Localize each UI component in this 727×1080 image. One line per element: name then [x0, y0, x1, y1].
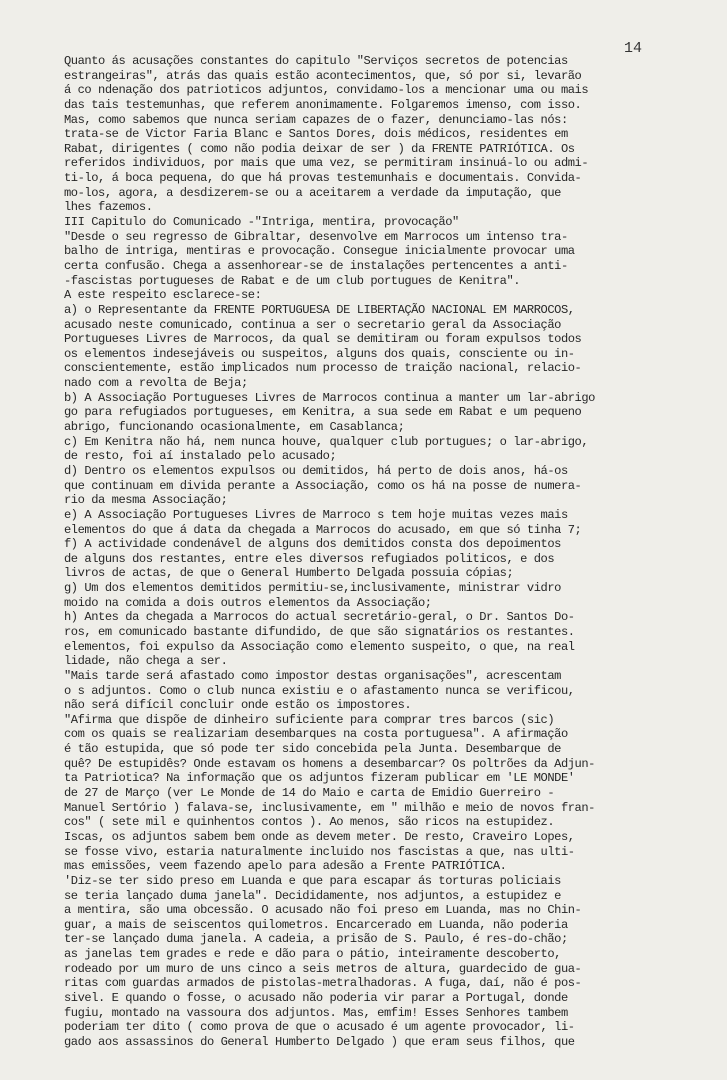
text-line: Iscas, os adjuntos sabem bem onde as devem meter. De resto, Craveiro Lopes,	[64, 829, 575, 844]
text-line: a) o Representante da FRENTE PORTUGUESA DE LIBERTAÇÃO NACIONAL EM MARROCOS,	[64, 302, 575, 317]
text-line: Quanto ás acusações constantes do capitulo "Serviços secretos de potencias	[64, 54, 568, 68]
text-line: d) Dentro os elementos expulsos ou demitidos, há perto de dois anos, há-os	[64, 463, 568, 478]
text-line: referidos individuos, por mais que uma vez, se permitiram insinuá-lo ou admi-	[64, 156, 589, 171]
text-line: fugiu, montado na vassoura dos adjuntos. Mas, emfim! Esses Senhores tambem	[64, 1005, 568, 1020]
text-line: Portugueses Livres de Marrocos, da qual se demitiram ou foram expulsos todos	[64, 332, 582, 347]
text-line: -fascistas portugueses de Rabat e de um club portugues de Kenitra".	[64, 273, 521, 288]
text-line: é tão estupida, que só pode ter sido concebida pela Junta. Desembarque de	[64, 742, 561, 757]
text-line: cos" ( sete mil e quinhentos contos ). Ao menos, são ricos na estupidez.	[64, 815, 555, 830]
text-line: certa confusão. Chega a assenhorear-se de instalações pertencentes a anti-	[64, 258, 568, 273]
text-line: das tais testemunhas, que referem anonimamente. Folgaremos imenso, com isso.	[64, 97, 582, 112]
text-line: se fosse vivo, estaria naturalmente incluido nos fascistas a que, nas ulti-	[64, 844, 575, 859]
text-line: ritas com guardas armados de pistolas-metralhadoras. A fuga, daí, não é pos-	[64, 976, 582, 991]
text-line: á co ndenação dos patrioticos adjuntos, convidamo-los a mencionar uma ou mais	[64, 83, 589, 98]
text-line: mo-los, agora, a desdizerem-se ou a aceitarem a verdade da imputação, que	[64, 185, 561, 200]
text-line: de resto, foi aí instalado pelo acusado;	[64, 449, 337, 464]
text-line: g) Um dos elementos demitidos permitiu-se,inclusivamente, ministrar vidro	[64, 581, 561, 596]
text-line: ti-lo, á boca pequena, do que há provas testemunhais e documentais. Convida-	[64, 171, 582, 186]
text-line: as janelas tem grades e rede e dão para o pátio, inteiramente descoberto,	[64, 947, 561, 962]
text-line: nado com a revolta de Beja;	[64, 376, 248, 391]
text-line: poderiam ter dito ( como prova de que o acusado é um agente provocador, li-	[64, 1020, 575, 1035]
text-line: c) Em Kenitra não há, nem nunca houve, qualquer club portugues; o lar-abrigo,	[64, 434, 589, 449]
text-line: mas emissões, veem fazendo apelo para adesão a Frente PATRIÓTICA.	[64, 859, 507, 874]
text-line: conscientemente, estão implicados num processo de traição nacional, relacio-	[64, 361, 582, 376]
page-number: 14	[624, 40, 643, 57]
text-line: guar, a mais de seiscentos quilometros. Encarcerado em Luanda, não poderia	[64, 917, 568, 932]
text-line: trata-se de Victor Faria Blanc e Santos Dores, dois médicos, residentes em	[64, 127, 568, 142]
text-line: III Capitulo do Comunicado -"Intriga, mentira, provocação"	[64, 215, 459, 230]
text-line: Rabat, dirigentes ( como não podia deixar de ser ) da FRENTE PATRIÓTICA. Os	[64, 141, 575, 156]
text-line: gado aos assassinos do General Humberto Delgado ) que eram seus filhos, que	[64, 1034, 575, 1049]
text-line: "Desde o seu regresso de Gibraltar, desenvolve em Marrocos um intenso tra-	[64, 229, 568, 244]
text-line: acusado neste comunicado, continua a ser o secretario geral da Associação	[64, 317, 561, 332]
text-line: não será difícil concluir onde estão os impostores.	[64, 698, 412, 713]
text-line: ter-se lançado duma janela. A cadeia, a prisão de S. Paulo, é res-do-chão;	[64, 932, 568, 947]
text-line: livros de actas, de que o General Humberto Delgada possuia cópias;	[64, 566, 514, 581]
text-line: que continuam em divida perante a Associação, como os há na posse de numera-	[64, 478, 582, 493]
text-line: A este respeito esclarece-se:	[64, 288, 262, 303]
text-line: rio da mesma Associação;	[64, 493, 228, 508]
text-line: lidade, não chega a ser.	[64, 654, 228, 669]
text-line: de alguns dos restantes, entre eles diversos refugiados politicos, e dos	[64, 551, 555, 566]
text-line: balho de intriga, mentiras e provocação. Consegue inicialmente provocar uma	[64, 244, 575, 259]
text-line: e) A Associação Portugueses Livres de Marroco s tem hoje muitas vezes mais	[64, 507, 568, 522]
text-line: elementos do que á data da chegada a Marrocos do acusado, em que só tinha 7;	[64, 522, 582, 537]
text-line: quê? De estupidês? Onde estavam os homens a desembarcar? Os poltrões da Adjun-	[64, 756, 595, 771]
text-line: elementos, foi expulso da Associação como elemento suspeito, o que, na real	[64, 639, 575, 654]
text-line: b) A Associação Portugueses Livres de Marrocos continua a manter um lar-abrigo	[64, 390, 595, 405]
text-line: 'Diz-se ter sido preso em Luanda e que para escapar ás torturas policiais	[64, 873, 561, 888]
text-line: de 27 de Março (ver Le Monde de 14 do Maio e carta de Emidio Guerreiro -	[64, 786, 555, 801]
text-line: sivel. E quando o fosse, o acusado não poderia vir parar a Portugal, donde	[64, 991, 568, 1005]
text-line: a mentira, são uma obcessão. O acusado não foi preso em Luanda, mas no Chin-	[64, 903, 582, 918]
text-line: rodeado por um muro de uns cinco a seis metros de altura, guardecido de gua-	[64, 961, 582, 976]
text-line: Mas, como sabemos que nunca seriam capazes de o fazer, denunciamo-las nós:	[64, 112, 568, 127]
text-line: com os quais se realizariam desembarques na costa portuguesa". A afirmação	[64, 727, 568, 742]
text-line: "Afirma que dispõe de dinheiro suficiente para comprar tres barcos (sic)	[64, 712, 555, 727]
text-line: moido na comida a dois outros elementos da Associação;	[64, 595, 432, 610]
text-line: abrigo, funcionando ocasionalmente, em Casablanca;	[64, 420, 405, 435]
document-body	[64, 54, 697, 1050]
text-line: lhes fazemos.	[64, 200, 153, 215]
text-line: h) Antes da chegada a Marrocos do actual secretário-geral, o Dr. Santos Do-	[64, 610, 575, 625]
text-line: ta Patriotica? Na informação que os adjuntos fizeram publicar em 'LE MONDE'	[64, 771, 575, 786]
text-line: estrangeiras", atrás das quais estão acontecimentos, que, só por si, levarão	[64, 68, 582, 83]
text-line: f) A actividade condenável de alguns dos demitidos consta dos depoimentos	[64, 537, 561, 552]
text-line: "Mais tarde será afastado como impostor destas organisações", acrescentam	[64, 668, 561, 683]
text-line: o s adjuntos. Como o club nunca existiu e o afastamento nunca se verificou,	[64, 683, 575, 698]
text-line: go para refugiados portugueses, em Kenitra, a sua sede em Rabat e um pequeno	[64, 405, 582, 420]
text-line: Manuel Sertório ) falava-se, inclusivamente, em " milhão e meio de novos fran-	[64, 800, 595, 815]
text-line: se teria lançado duma janela". Decididamente, nos adjuntos, a estupidez e	[64, 888, 561, 903]
text-line: os elementos indesejáveis ou suspeitos, alguns dos quais, consciente ou in-	[64, 346, 575, 361]
text-line: ros, em comunicado bastante difundido, de que são signatários os restantes.	[64, 624, 575, 639]
